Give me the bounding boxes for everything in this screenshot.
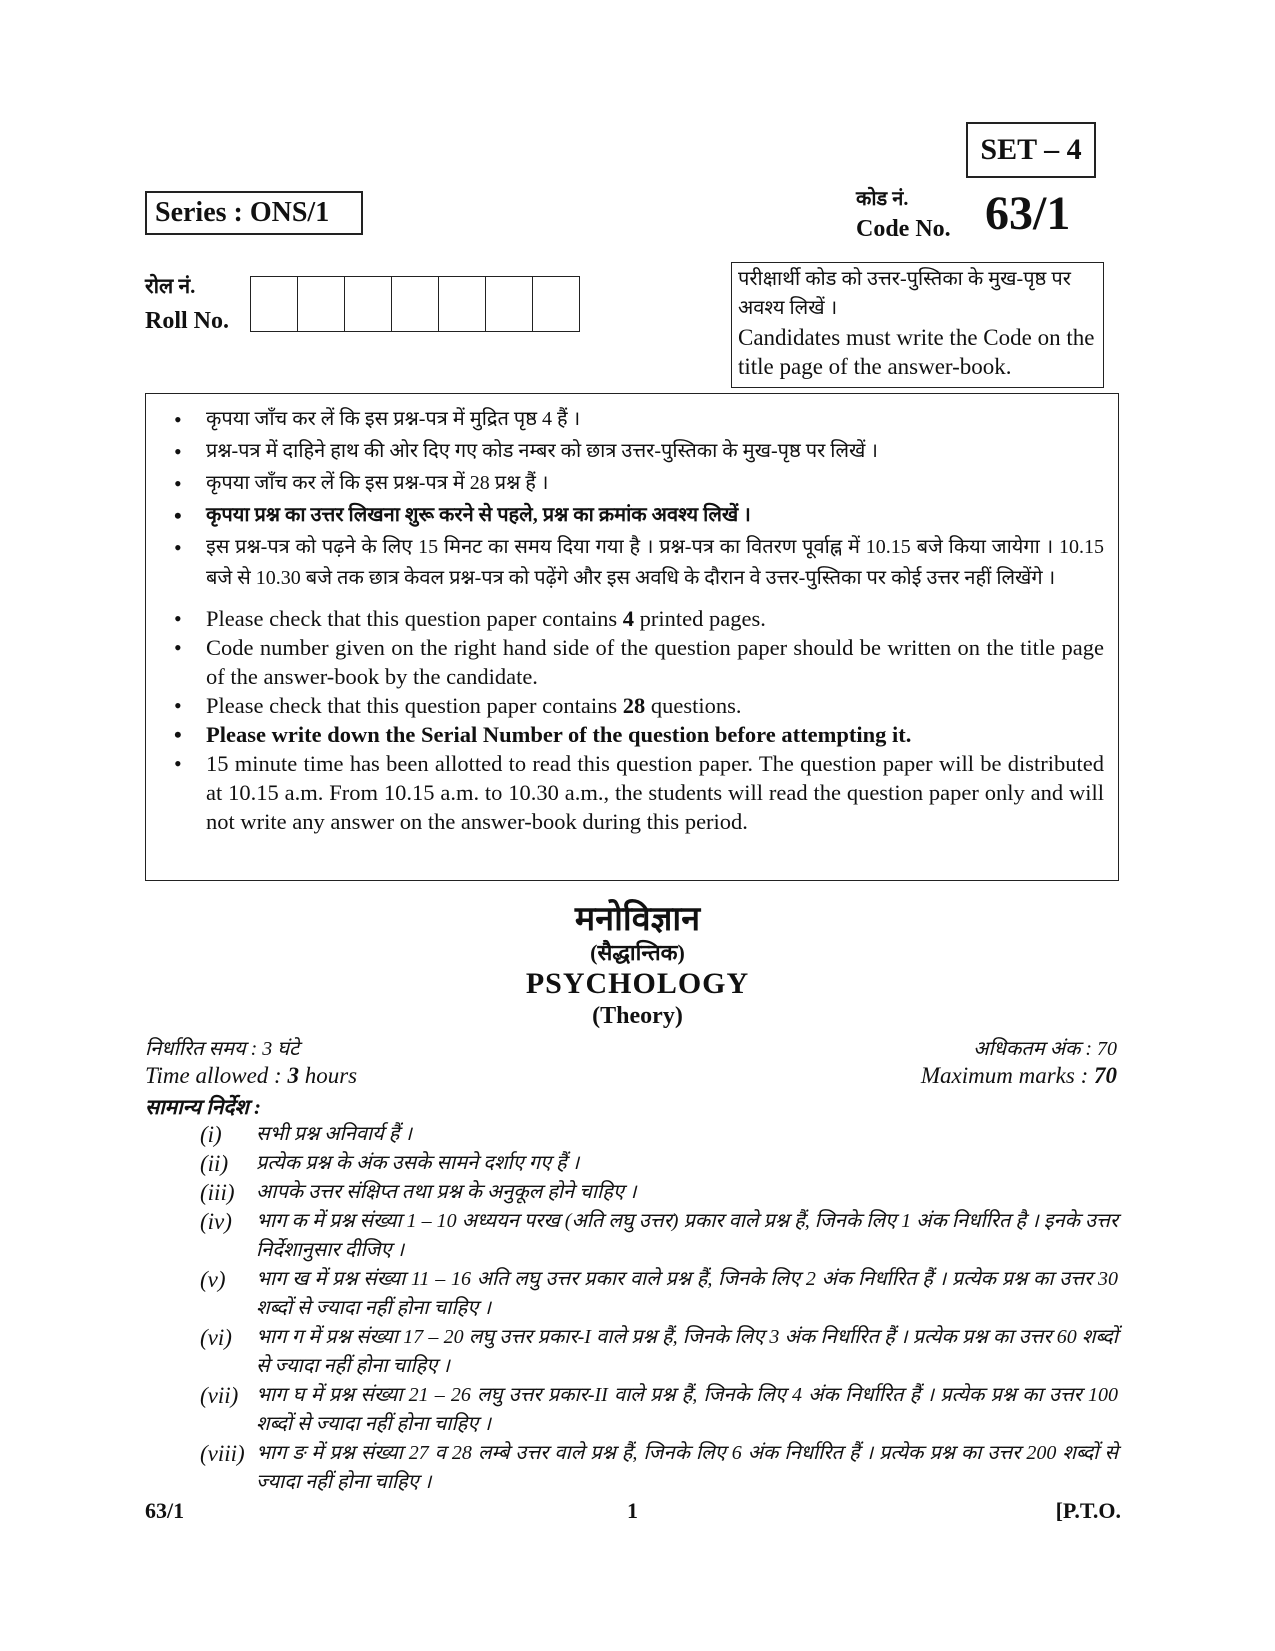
roll-label-english: Roll No. (145, 308, 229, 334)
instruction-hindi: • कृपया जाँच कर लें कि इस प्रश्न-पत्र में 28 प्रश्न हैं । (160, 468, 1104, 499)
subject-title-english: PSYCHOLOGY (525, 967, 750, 1000)
item-number: (vi) (200, 1325, 232, 1350)
roll-number-boxes[interactable] (250, 276, 580, 332)
instruction-english (160, 633, 1104, 691)
marks-value: 70 (1094, 1063, 1117, 1088)
roll-digit-box[interactable] (439, 277, 486, 331)
instruction-text: Code number given on the right hand side of the question paper should be written on the title page of the answer-book by the candidate. (206, 635, 1104, 689)
roll-label-hindi: रोल नं. (145, 274, 196, 298)
general-instruction-item (200, 1178, 1118, 1207)
instruction-text: Please check that this question paper contains (206, 606, 623, 631)
general-instruction-item (200, 1207, 1118, 1265)
roll-digit-box[interactable] (486, 277, 533, 331)
subject-subtitle-english: (Theory) (592, 1003, 683, 1029)
code-label-hindi: कोड नं. (856, 188, 909, 210)
general-instruction-item (200, 1265, 1118, 1323)
max-marks-english (921, 1063, 1117, 1089)
instruction-hindi: • प्रश्न-पत्र में दाहिने हाथ की ओर दिए गए कोड नम्बर को छात्र उत्तर-पुस्तिका के मुख-पृष्ठ पर लिखें । (160, 436, 1104, 467)
subject-title-hindi: मनोविज्ञान (574, 901, 701, 938)
roll-digit-box[interactable] (533, 277, 580, 331)
item-number: (i) (200, 1122, 222, 1147)
item-text: प्रत्येक प्रश्न के अंक उसके सामने दर्शाए गए हैं । (256, 1152, 580, 1174)
page-number: 1 (627, 1498, 638, 1523)
item-number: (ii) (200, 1151, 229, 1176)
time-value: 3 (287, 1063, 299, 1088)
code-notice-hindi: परीक्षार्थी कोड को उत्तर-पुस्तिका के मुख-पृष्ठ पर अवश्य लिखें । (738, 268, 1071, 319)
item-number: (vii) (200, 1383, 239, 1408)
roll-digit-box[interactable] (345, 277, 392, 331)
item-text: सभी प्रश्न अनिवार्य हैं । (256, 1123, 412, 1145)
roll-digit-box[interactable] (298, 277, 345, 331)
item-text: आपके उत्तर संक्षिप्त तथा प्रश्न के अनुकूल होने चाहिए । (256, 1181, 637, 1203)
general-instruction-item (200, 1323, 1118, 1381)
instruction-text: Please check that this question paper contains (206, 693, 623, 718)
instruction-hindi: • इस प्रश्न-पत्र को पढ़ने के लिए 15 मिनट का समय दिया गया है । प्रश्न-पत्र का वितरण पूर्वाह्न में 10.15 बजे किया जायेगा । 10.15 बजे से 10.30 बजे तक छात्र केवल प्रश्न-पत्र को पढ़ेंगे और इस अवधि के दौरान वे उत्तर-पुस्तिका पर कोई उत्तर नहीं लिखेंगे । (160, 532, 1104, 594)
code-number: 63/1 (985, 187, 1071, 240)
instruction-english (160, 749, 1104, 836)
item-number: (viii) (200, 1441, 245, 1466)
time-allowed-english (145, 1063, 357, 1089)
general-instruction-item (200, 1149, 1118, 1178)
instruction-english (160, 720, 1104, 749)
instruction-english (160, 604, 1104, 633)
item-number: (iv) (200, 1209, 232, 1234)
general-instructions-list (200, 1120, 1118, 1497)
pto-label: [P.T.O. (1055, 1498, 1121, 1523)
item-text: भाग ग में प्रश्न संख्या 17 – 20 लघु उत्तर प्रकार-I वाले प्रश्न हैं, जिनके लिए 3 अंक निर्धारित हैं । प्रत्येक प्रश्न का उत्तर 60 शब्दों से ज्यादा नहीं होना चाहिए । (256, 1326, 1118, 1377)
code-label-english: Code No. (856, 216, 951, 242)
item-number: (v) (200, 1267, 226, 1292)
instruction-text: 15 minute time has been allotted to read this question paper. The question paper will be distributed at 10.15 a.m. From 10.15 a.m. to 10.30 a.m., the students will read the question paper only and will not write any answer on the answer-book during this period. (206, 751, 1104, 834)
item-number: (iii) (200, 1180, 235, 1205)
subject-title-block (0, 900, 1275, 1030)
general-instructions-title: सामान्य निर्देश : (145, 1095, 262, 1119)
instructions-box (145, 393, 1119, 881)
time-allowed-hindi: निर्धारित समय : 3 घंटे (145, 1038, 300, 1060)
footer-code: 63/1 (145, 1498, 185, 1523)
time-unit: hours (298, 1063, 358, 1088)
max-marks-hindi: अधिकतम अंक : 70 (973, 1038, 1117, 1060)
set-label: SET – 4 (966, 122, 1096, 178)
subject-subtitle-hindi: (सैद्धान्तिक) (590, 940, 685, 965)
instruction-text: Please write down the Serial Number of the question before attempting it. (206, 722, 912, 747)
roll-digit-box[interactable] (251, 277, 298, 331)
time-label: Time allowed : (145, 1063, 288, 1088)
instruction-english (160, 691, 1104, 720)
instruction-hindi: • कृपया प्रश्न का उत्तर लिखना शुरू करने से पहले, प्रश्न का क्रमांक अवश्य लिखें । (160, 500, 1104, 531)
item-text: भाग क में प्रश्न संख्या 1 – 10 अध्ययन परख (अति लघु उत्तर) प्रकार वाले प्रश्न हैं, जिनके लिए 1 अंक निर्धारित है । इनके उत्तर निर्देशानुसार दीजिए । (256, 1210, 1118, 1261)
general-instruction-item (200, 1439, 1118, 1497)
instruction-number: 28 (622, 693, 646, 718)
code-notice-box (731, 262, 1104, 388)
general-instruction-item (200, 1381, 1118, 1439)
instruction-text: printed pages. (634, 606, 766, 631)
code-notice-english: Candidates must write the Code on the title page of the answer-book. (738, 325, 1095, 379)
item-text: भाग घ में प्रश्न संख्या 21 – 26 लघु उत्तर प्रकार-II वाले प्रश्न हैं, जिनके लिए 4 अंक निर्धारित हैं । प्रत्येक प्रश्न का उत्तर 100 शब्दों से ज्यादा नहीं होना चाहिए । (256, 1384, 1118, 1435)
instruction-number: 4 (622, 606, 635, 631)
instructions-list (160, 404, 1104, 836)
marks-label: Maximum marks : (920, 1063, 1094, 1088)
roll-digit-box[interactable] (392, 277, 439, 331)
series-label: Series : ONS/1 (145, 191, 363, 235)
general-instruction-item (200, 1120, 1118, 1149)
item-text: भाग ख में प्रश्न संख्या 11 – 16 अति लघु उत्तर प्रकार वाले प्रश्न हैं, जिनके लिए 2 अंक निर्धारित हैं । प्रत्येक प्रश्न का उत्तर 30 शब्दों से ज्यादा नहीं होना चाहिए । (256, 1268, 1118, 1319)
item-text: भाग ङ में प्रश्न संख्या 27 व 28 लम्बे उत्तर वाले प्रश्न हैं, जिनके लिए 6 अंक निर्धारित हैं । प्रत्येक प्रश्न का उत्तर 200 शब्दों से ज्यादा नहीं होना चाहिए । (256, 1442, 1118, 1493)
instruction-hindi: • कृपया जाँच कर लें कि इस प्रश्न-पत्र में मुद्रित पृष्ठ 4 हैं । (160, 404, 1104, 435)
instruction-text: questions. (645, 693, 742, 718)
